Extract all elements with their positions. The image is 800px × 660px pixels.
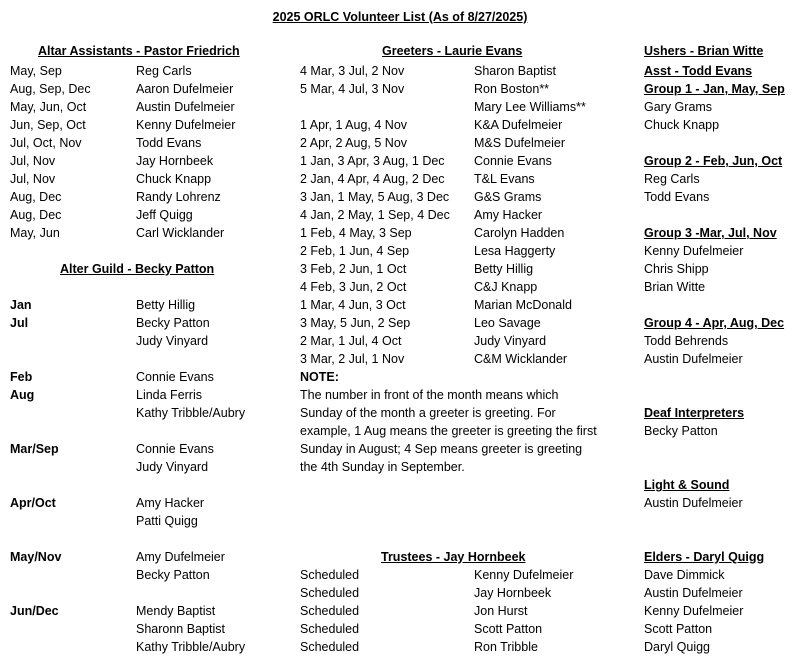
altar-name: Austin Dufelmeier xyxy=(136,100,235,114)
guild-name: Sharonn Baptist xyxy=(136,622,225,636)
greeter-name: Carolyn Hadden xyxy=(474,226,565,240)
usher-name: Kenny Dufelmeier xyxy=(644,244,744,258)
trustee-name: Jay Hornbeek xyxy=(474,586,552,600)
usher-group-heading: Group 4 - Apr, Aug, Dec xyxy=(644,316,785,330)
page-title: 2025 ORLC Volunteer List (As of 8/27/2025) xyxy=(272,10,528,24)
note-text: The number in front of the month means which Sunday of the month a greeter is greeting. For example, 1 Aug means the greeter is greeting the first Sunday in August; 4 Sep means greeter is greeting the 4th Sunday in September. xyxy=(300,388,597,474)
usher-name: Austin Dufelmeier xyxy=(644,352,743,366)
guild-name: Amy Hacker xyxy=(136,496,205,510)
greeter-dates: 4 Feb, 3 Jun, 2 Oct xyxy=(300,280,407,294)
deaf-interpreter-name: Becky Patton xyxy=(644,424,718,438)
guild-month-label: May/Nov xyxy=(10,550,62,564)
greeter-dates: 3 Jan, 1 May, 5 Aug, 3 Dec xyxy=(300,190,450,204)
guild-name: Linda Ferris xyxy=(136,388,202,402)
greeter-name: Leo Savage xyxy=(474,316,541,330)
greeter-name: T&L Evans xyxy=(474,172,535,186)
guild-month-label: Apr/Oct xyxy=(10,496,56,510)
greeter-dates: 4 Mar, 3 Jul, 2 Nov xyxy=(300,64,405,78)
usher-name: Chris Shipp xyxy=(644,262,709,276)
guild-name: Becky Patton xyxy=(136,316,210,330)
usher-name: Chuck Knapp xyxy=(644,118,720,132)
usher-name: Gary Grams xyxy=(644,100,713,114)
guild-name: Judy Vinyard xyxy=(136,460,209,474)
guild-name: Connie Evans xyxy=(136,370,214,384)
guild-name: Betty Hillig xyxy=(136,298,196,312)
usher-group-heading: Group 2 - Feb, Jun, Oct xyxy=(644,154,783,168)
altar-months: Jul, Nov xyxy=(10,154,56,168)
trustee-status: Scheduled xyxy=(300,604,360,618)
greeter-name: C&M Wicklander xyxy=(474,352,568,366)
greeter-name: Amy Hacker xyxy=(474,208,543,222)
greeter-dates: 1 Feb, 4 May, 3 Sep xyxy=(300,226,412,240)
trustee-status: Scheduled xyxy=(300,568,360,582)
guild-name: Mendy Baptist xyxy=(136,604,216,618)
altar-months: May, Sep xyxy=(10,64,62,78)
greeter-name: Marian McDonald xyxy=(474,298,572,312)
greeter-dates: 4 Jan, 2 May, 1 Sep, 4 Dec xyxy=(300,208,450,222)
elder-name: Kenny Dufelmeier xyxy=(644,604,744,618)
guild-name: Amy Dufelmeier xyxy=(136,550,225,564)
greeter-name: Sharon Baptist xyxy=(474,64,556,78)
guild-name: Becky Patton xyxy=(136,568,210,582)
altar-name: Todd Evans xyxy=(136,136,202,150)
note-label: NOTE: xyxy=(300,370,339,384)
greeter-dates: 2 Feb, 1 Jun, 4 Sep xyxy=(300,244,410,258)
guild-name: Patti Quigg xyxy=(136,514,198,528)
elders-heading: Elders - Daryl Quigg xyxy=(644,550,765,564)
greeter-dates: 1 Apr, 1 Aug, 4 Nov xyxy=(300,118,408,132)
trustee-status: Scheduled xyxy=(300,622,360,636)
greeter-name: Judy Vinyard xyxy=(474,334,547,348)
altar-months: Jul, Oct, Nov xyxy=(10,136,82,150)
altar-name: Aaron Dufelmeier xyxy=(136,82,234,96)
greeter-name: Betty Hillig xyxy=(474,262,534,276)
trustee-name: Scott Patton xyxy=(474,622,543,636)
usher-name: Todd Evans xyxy=(644,190,710,204)
altar-months: Aug, Dec xyxy=(10,190,62,204)
greeter-dates: 3 Feb, 2 Jun, 1 Oct xyxy=(300,262,407,276)
altar-name: Carl Wicklander xyxy=(136,226,225,240)
greeter-dates: 3 Mar, 2 Jul, 1 Nov xyxy=(300,352,405,366)
altar-months: May, Jun, Oct xyxy=(10,100,87,114)
elder-name: Dave Dimmick xyxy=(644,568,725,582)
guild-month-label: Jan xyxy=(10,298,32,312)
ushers-asst: Asst - Todd Evans xyxy=(644,64,753,78)
greeter-dates: 1 Mar, 4 Jun, 3 Oct xyxy=(300,298,406,312)
elder-name: Scott Patton xyxy=(644,622,713,636)
altar-name: Kenny Dufelmeier xyxy=(136,118,236,132)
greeter-name: M&S Dufelmeier xyxy=(474,136,565,150)
guild-name: Judy Vinyard xyxy=(136,334,209,348)
greeter-dates: 2 Jan, 4 Apr, 4 Aug, 2 Dec xyxy=(300,172,445,186)
trustee-name: Ron Tribble xyxy=(474,640,538,654)
guild-name: Connie Evans xyxy=(136,442,214,456)
guild-name: Kathy Tribble/Aubry xyxy=(136,640,246,654)
trustees-heading: Trustees - Jay Hornbeek xyxy=(381,550,526,564)
trustee-status: Scheduled xyxy=(300,640,360,654)
greeter-dates: 3 May, 5 Jun, 2 Sep xyxy=(300,316,411,330)
trustee-status: Scheduled xyxy=(300,586,360,600)
altar-assistants-heading: Altar Assistants - Pastor Friedrich xyxy=(38,44,240,58)
greeter-name: Lesa Haggerty xyxy=(474,244,556,258)
trustee-name: Kenny Dufelmeier xyxy=(474,568,574,582)
greeter-name: Connie Evans xyxy=(474,154,552,168)
usher-group-heading: Group 1 - Jan, May, Sep xyxy=(644,82,785,96)
usher-name: Todd Behrends xyxy=(644,334,729,348)
altar-name: Jay Hornbeek xyxy=(136,154,214,168)
elder-name: Daryl Quigg xyxy=(644,640,710,654)
guild-month-label: Jun/Dec xyxy=(10,604,59,618)
ushers-heading: Ushers - Brian Witte xyxy=(644,44,764,58)
greeter-dates: 1 Jan, 3 Apr, 3 Aug, 1 Dec xyxy=(300,154,445,168)
usher-group-heading: Group 3 -Mar, Jul, Nov xyxy=(644,226,777,240)
altar-name: Randy Lohrenz xyxy=(136,190,221,204)
light-sound-name: Austin Dufelmeier xyxy=(644,496,743,510)
altar-name: Jeff Quigg xyxy=(136,208,193,222)
altar-months: Aug, Dec xyxy=(10,208,62,222)
greeter-name: Ron Boston** xyxy=(474,82,550,96)
guild-month-label: Aug xyxy=(10,388,35,402)
greeter-dates: 2 Mar, 1 Jul, 4 Oct xyxy=(300,334,402,348)
deaf-interpreters-heading: Deaf Interpreters xyxy=(644,406,745,420)
greeter-name: G&S Grams xyxy=(474,190,542,204)
usher-name: Reg Carls xyxy=(644,172,700,186)
greeter-dates: 2 Apr, 2 Aug, 5 Nov xyxy=(300,136,408,150)
greeter-name: C&J Knapp xyxy=(474,280,538,294)
greeter-name: K&A Dufelmeier xyxy=(474,118,563,132)
greeter-name: Mary Lee Williams** xyxy=(474,100,586,114)
usher-name: Brian Witte xyxy=(644,280,706,294)
light-sound-heading: Light & Sound xyxy=(644,478,730,492)
elder-name: Austin Dufelmeier xyxy=(644,586,743,600)
altar-name: Reg Carls xyxy=(136,64,192,78)
greeters-heading: Greeters - Laurie Evans xyxy=(382,44,523,58)
guild-month-label: Jul xyxy=(10,316,29,330)
altar-months: Jun, Sep, Oct xyxy=(10,118,86,132)
altar-name: Chuck Knapp xyxy=(136,172,212,186)
guild-month-label: Feb xyxy=(10,370,33,384)
greeter-dates: 5 Mar, 4 Jul, 3 Nov xyxy=(300,82,405,96)
trustee-name: Jon Hurst xyxy=(474,604,528,618)
altar-months: Jul, Nov xyxy=(10,172,56,186)
guild-name: Kathy Tribble/Aubry xyxy=(136,406,246,420)
altar-months: Aug, Sep, Dec xyxy=(10,82,91,96)
altar-guild-heading: Alter Guild - Becky Patton xyxy=(60,262,215,276)
altar-months: May, Jun xyxy=(10,226,60,240)
guild-month-label: Mar/Sep xyxy=(10,442,59,456)
